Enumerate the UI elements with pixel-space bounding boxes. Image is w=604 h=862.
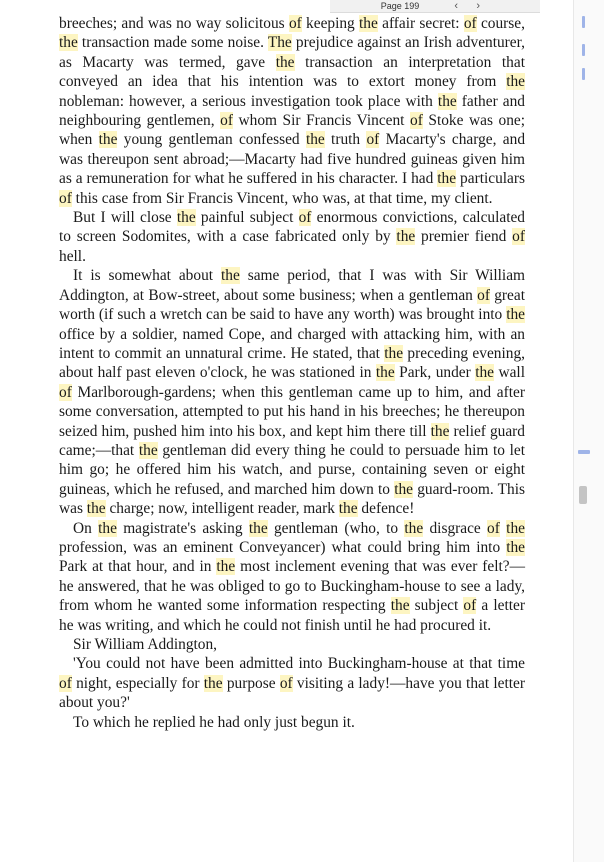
search-highlight: the (338, 500, 358, 518)
search-highlight: of (279, 674, 293, 692)
paragraph: It is somewhat about the same period, that I was with Sir William Addington, at Bow-street, about some business; when a gentleman of great worth (if such a wretch can be said to have any worth) was brought into the office by a soldier, named Cope, and charged with attacking him, with an intent to commit an unnatural crime. He stated, that the preceding evening, about half past eleven o'clock, he was stationed in the Park, under the wall of Marlborough-gardens; when this gentleman came up to him, and after some conversation, attempted to put his hand in his breeches; he thereupon seized him, pushed him into his box, and kept him there till the relief guard came;—that the gentleman did every thing he could to persuade him to let him go; he offered him his watch, and purse, containing seven or eight guineas, which he refused, and marched him down to the guard-room. This was the charge; now, intelligent reader, mark the defence! (59, 267, 526, 518)
search-highlight: the (506, 538, 525, 556)
search-highlight: the (138, 441, 158, 459)
search-highlight: the (390, 597, 410, 615)
search-highlight: the (437, 92, 457, 110)
search-highlight: of (288, 15, 302, 32)
search-hit-marker[interactable] (582, 68, 585, 80)
search-highlight: the (248, 519, 268, 537)
search-highlight: The (267, 34, 292, 52)
search-highlight: of (366, 131, 380, 149)
search-highlight: of (59, 383, 72, 401)
paragraph: To which he replied he had only just begun it. (73, 713, 355, 731)
search-highlight: the (475, 364, 495, 382)
search-highlight: the (394, 480, 414, 498)
search-hit-marker[interactable] (582, 44, 585, 56)
search-highlight: of (410, 112, 423, 130)
paragraph: Sir William Addington, (73, 636, 218, 653)
search-hit-marker[interactable] (578, 450, 590, 454)
search-hit-marker[interactable] (582, 16, 585, 28)
search-highlight: the (98, 519, 117, 537)
scrollbar-gutter[interactable] (573, 0, 604, 862)
search-highlight: of (487, 519, 500, 537)
search-highlight: the (506, 306, 525, 324)
search-highlight: the (404, 519, 424, 537)
search-highlight: the (305, 131, 325, 149)
search-highlight: the (506, 73, 525, 91)
search-highlight: the (275, 53, 295, 71)
search-highlight: of (463, 15, 477, 32)
search-highlight: the (359, 15, 378, 32)
search-highlight: the (216, 558, 236, 576)
search-highlight: the (375, 364, 395, 382)
search-highlight: the (220, 267, 240, 285)
search-highlight: the (384, 344, 404, 362)
search-highlight: of (220, 112, 233, 130)
scrollbar-thumb[interactable] (579, 486, 587, 504)
paragraph: On the magistrate's asking the gentleman (who, to the disgrace of the profession, was an eminent Conveyancer) what could bring him into the Park at that hour, and in the most inclement evening that was ever felt?—he answered, that he was obliged to go to Buckingham-house to see a lady, from whom he wanted some information respecting the subject of a letter he was writing, and which he could not finish until he had procured it. (59, 519, 526, 634)
search-highlight: the (430, 422, 450, 440)
search-highlight: of (59, 674, 72, 692)
search-highlight: the (176, 209, 196, 227)
search-highlight: the (506, 519, 525, 537)
page-toolbar (330, 0, 540, 13)
search-highlight: of (477, 286, 490, 304)
search-highlight: the (98, 131, 118, 149)
paragraph: But I will close the painful subject of enormous convictions, calculated to screen Sodomites, with a case fabricated only by the premier fiend of hell. (59, 209, 526, 265)
search-highlight: the (203, 674, 223, 692)
search-highlight: of (298, 209, 312, 227)
paragraph: breeches; and was no way solicitous of keeping the affair secret: of course, the transaction made some noise. The prejudice against an Irish adventurer, as Macarty was termed, gave the transaction an interpretation that conveyed an idea that his intention was to extort money from the nobleman: however, a serious investigation took place with the father and neighbouring gentlemen, of whom Sir Francis Vincent of Stoke was one; when the young gentleman confessed the truth of Macarty's charge, and was thereupon sent abroad;—Macarty had five hundred guineas given him as a remuneration for what he suffered in his character. I had the particulars of this case from Sir Francis Vincent, who was, at that time, my client. (59, 15, 526, 207)
search-highlight: the (437, 170, 457, 188)
search-highlight: the (86, 500, 106, 518)
chevron-left-icon[interactable]: ‹ (454, 0, 459, 12)
search-highlight: of (59, 189, 72, 207)
search-highlight: the (396, 228, 416, 246)
search-highlight: the (59, 34, 78, 52)
page-number-label: Page 199 (380, 1, 420, 11)
search-highlight: of (463, 597, 477, 615)
chevron-right-icon[interactable]: › (476, 0, 481, 12)
search-highlight: of (512, 228, 525, 246)
paragraph: 'You could not have been admitted into Buckingham-house at that time of night, especially for the purpose of visiting a lady!—have you that letter about you?' (59, 655, 525, 712)
document-page (59, 14, 525, 732)
